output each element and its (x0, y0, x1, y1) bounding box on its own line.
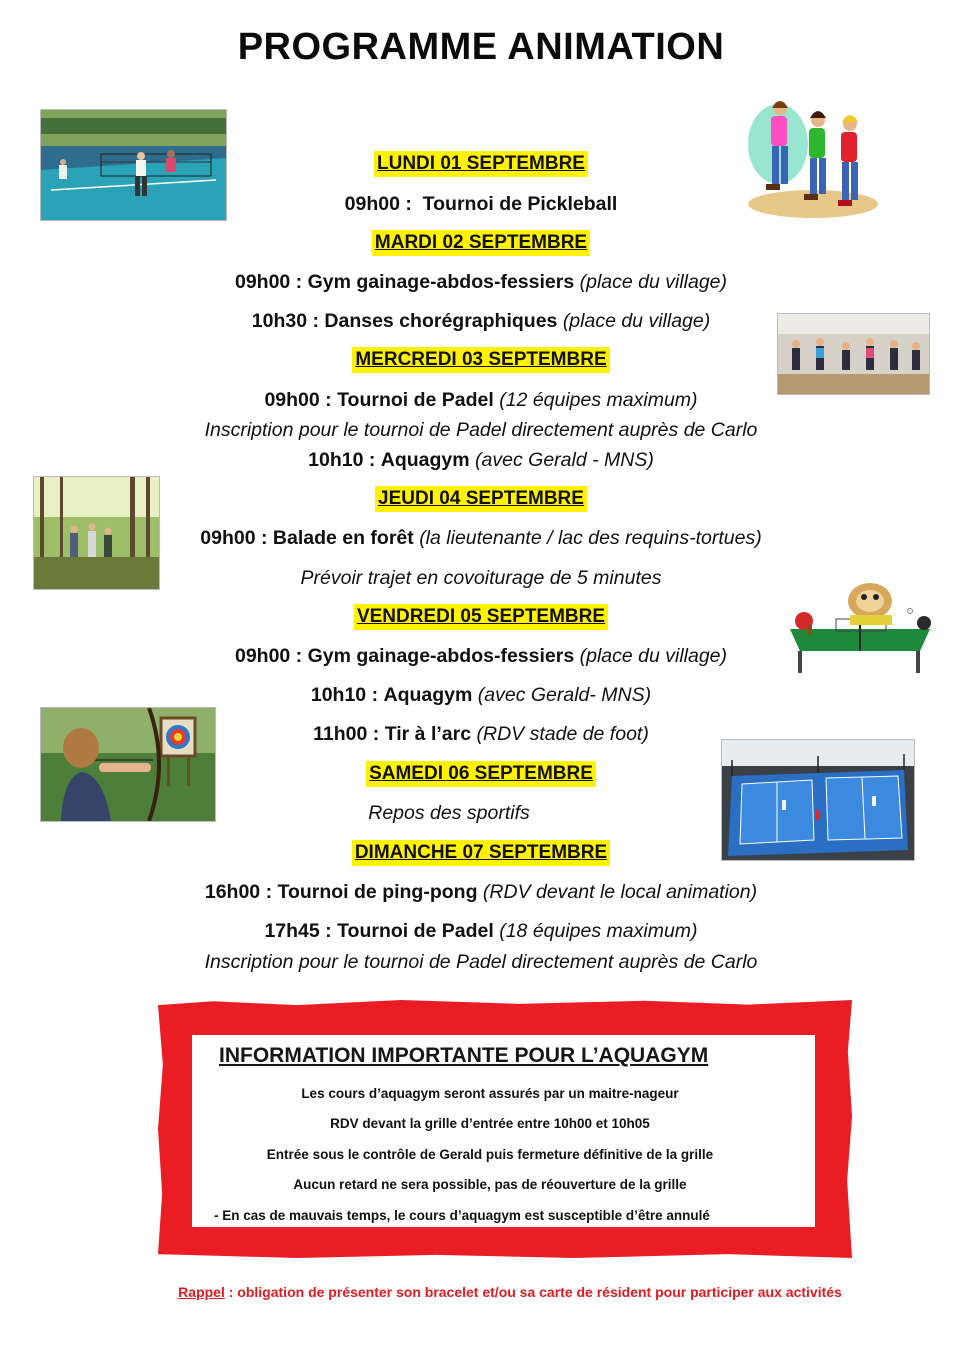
event-note: (place du village) (579, 271, 728, 293)
rappel-label: Rappel (178, 1284, 225, 1300)
event-gym-vendredi (0, 644, 962, 668)
event-gym-mardi (0, 270, 962, 294)
event-activity: Tir à l’arc (384, 723, 472, 745)
event-note: (avec Gerald - MNS) (475, 449, 654, 471)
event-padel-inscription-2: Inscription pour le tournoi de Padel directement auprès de Carlo (204, 951, 758, 973)
event-note: (RDV stade de foot) (476, 723, 649, 745)
event-time: 10h10 : (310, 684, 379, 706)
event-covoiturage: Prévoir trajet en covoiturage de 5 minutes (300, 567, 662, 589)
page-title: PROGRAMME ANIMATION (237, 26, 725, 68)
event-activity: Aquagym (383, 684, 473, 706)
event-time: 09h00 : (234, 271, 303, 293)
event-time: 09h00 : (234, 645, 303, 667)
day-vendredi (0, 604, 962, 630)
event-activity: Gym gainage-abdos-fessiers (307, 645, 575, 667)
event-time: 16h00 : (204, 881, 273, 903)
event-repos: Repos des sportifs (368, 802, 530, 824)
event-note: (la lieutenante / lac des requins-tortues) (419, 527, 762, 549)
info-line: Aucun retard ne sera possible, pas de réouverture de la grille (293, 1177, 687, 1192)
event-time: 11h00 : (313, 723, 380, 745)
event-balade (0, 526, 962, 550)
event-ping-pong (0, 880, 962, 904)
event-note: (place du village) (562, 310, 711, 332)
day-label: JEUDI 04 SEPTEMBRE (375, 486, 587, 512)
event-note: (place du village) (579, 645, 728, 667)
event-note: (avec Gerald- MNS) (477, 684, 652, 706)
event-time: 09h00 : (344, 193, 412, 215)
event-activity: Balade en forêt (272, 527, 414, 549)
event-time: 10h30 : (251, 310, 319, 332)
day-label: SAMEDI 06 SEPTEMBRE (366, 761, 596, 787)
event-time: 09h00 : (200, 527, 268, 549)
day-samedi (0, 761, 962, 787)
event-activity: Gym gainage-abdos-fessiers (307, 271, 575, 293)
event-activity: Aquagym (380, 449, 470, 471)
rappel-note (0, 1284, 962, 1300)
event-time: 09h00 : (264, 389, 332, 411)
day-label: LUNDI 01 SEPTEMBRE (374, 151, 588, 177)
day-label: MERCREDI 03 SEPTEMBRE (352, 347, 609, 373)
day-label: VENDREDI 05 SEPTEMBRE (354, 604, 608, 630)
info-title: INFORMATION IMPORTANTE POUR L’AQUAGYM (219, 1044, 709, 1067)
day-jeudi (0, 486, 962, 512)
rappel-text: : obligation de présenter son bracelet et/ou sa carte de résident pour participer aux activités (224, 1284, 842, 1300)
day-mercredi (0, 347, 962, 373)
day-lundi (0, 151, 962, 177)
event-activity: Tournoi de Padel (337, 389, 494, 411)
event-padel-mercredi (0, 388, 962, 412)
event-aquagym-vendredi (0, 683, 962, 707)
event-activity: Danses chorégraphiques (324, 310, 558, 332)
day-mardi (0, 230, 962, 256)
event-aquagym-mercredi (0, 448, 962, 472)
event-pickleball (0, 192, 962, 216)
day-label: MARDI 02 SEPTEMBRE (372, 230, 590, 256)
event-padel-dimanche (0, 919, 962, 943)
event-note: (12 équipes maximum) (499, 389, 698, 411)
event-note: (18 équipes maximum) (499, 920, 698, 942)
event-time: 10h10 : (308, 449, 376, 471)
event-activity: Tournoi de ping-pong (277, 881, 478, 903)
info-line: RDV devant la grille d’entrée entre 10h00 et 10h05 (330, 1116, 650, 1131)
event-activity: Tournoi de Pickleball (422, 193, 618, 215)
event-padel-inscription: Inscription pour le tournoi de Padel directement auprès de Carlo (204, 419, 758, 441)
day-dimanche (0, 840, 962, 866)
info-line: Les cours d’aquagym seront assurés par un maitre-nageur (301, 1086, 679, 1101)
info-bullet: - En cas de mauvais temps, le cours d’aquagym est susceptible d’être annulé (214, 1208, 710, 1223)
event-time: 17h45 : (264, 920, 332, 942)
day-label: DIMANCHE 07 SEPTEMBRE (352, 840, 610, 866)
info-line: Entrée sous le contrôle de Gerald puis fermeture définitive de la grille (266, 1147, 714, 1162)
event-danses (0, 309, 962, 333)
event-activity: Tournoi de Padel (337, 920, 494, 942)
event-note: (RDV devant le local animation) (482, 881, 758, 903)
event-tir-arc (0, 722, 962, 746)
